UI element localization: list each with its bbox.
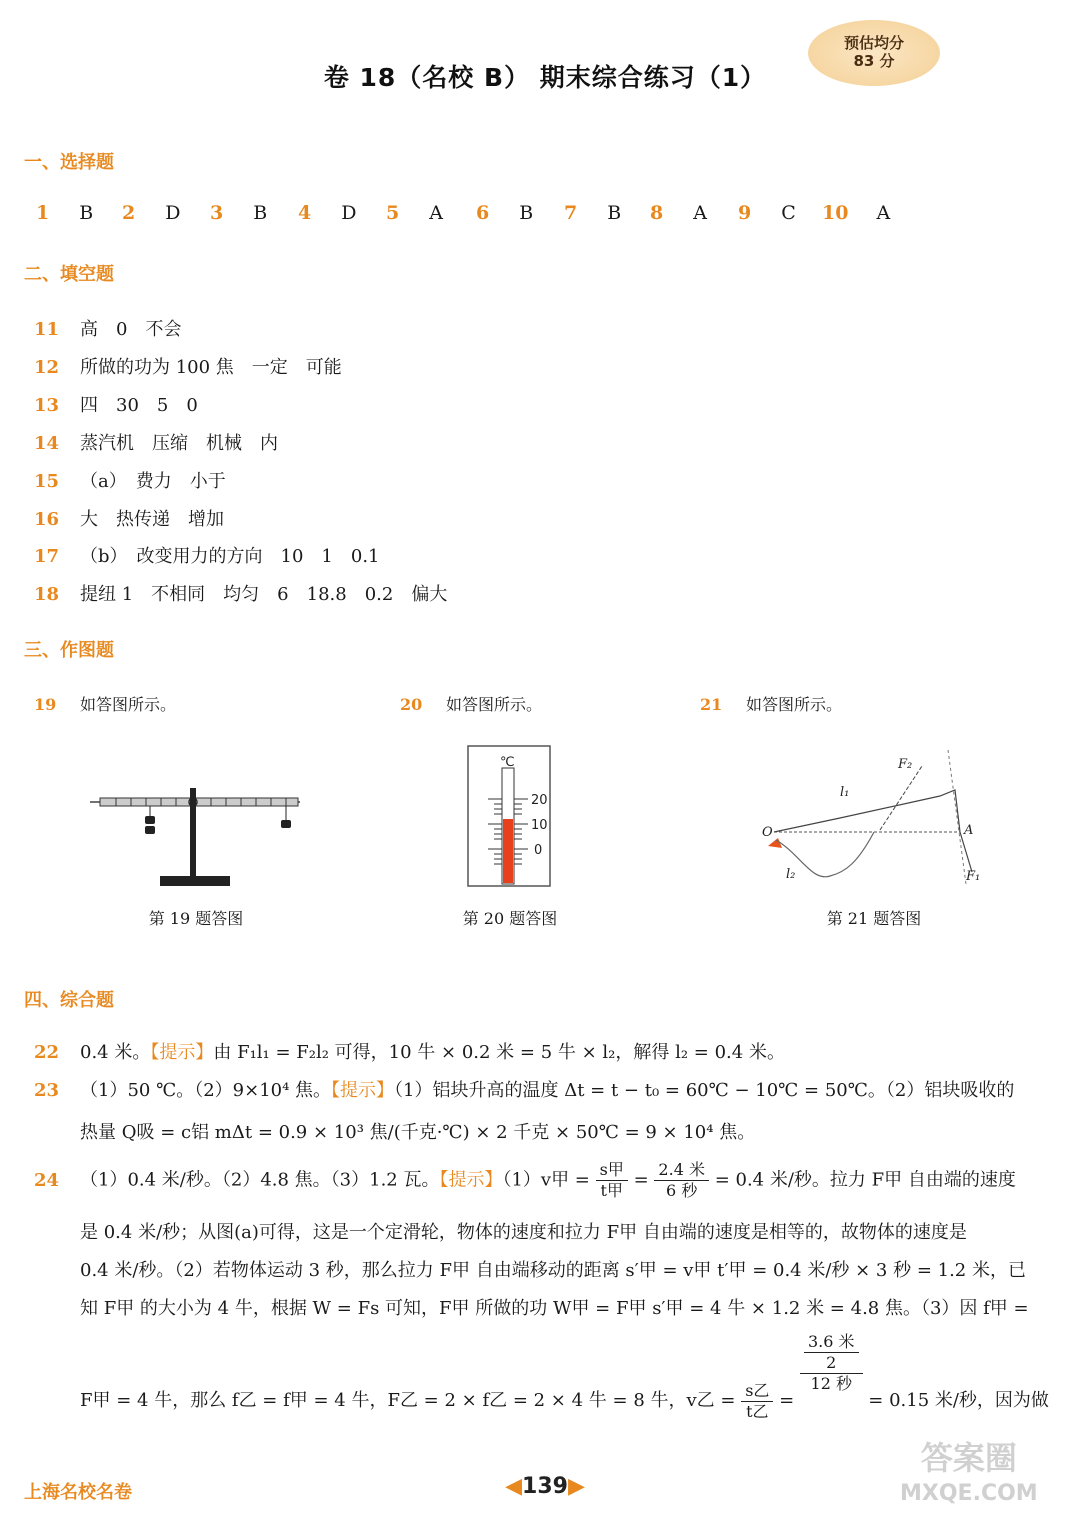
figure-20-caption: 第 20 题答图 <box>462 909 558 928</box>
thermo-tick-20: 20 <box>531 793 548 808</box>
mc-number: 8 <box>650 202 664 224</box>
fraction-3.6-over-2-over-12: $\frac{\frac{\text{3.6 米}}{2}}{\text{12 秒}}$ <box>800 1332 863 1394</box>
mc-answer: A <box>429 202 443 224</box>
score-badge <box>808 20 940 86</box>
watermark <box>900 1440 1038 1512</box>
mc-answer: B <box>607 202 622 224</box>
mc-number: 3 <box>210 202 224 224</box>
watermark-bottom: MXQE.COM <box>900 1481 1038 1506</box>
figure-21-caption: 第 21 题答图 <box>826 909 922 928</box>
page-number: ◀139▶ <box>505 1474 585 1499</box>
figure-19-caption: 第 19 题答图 <box>148 909 244 928</box>
answer-24: 24 （1）0.4 米/秒。（2）4.8 焦。（3）1.2 瓦。【提示】（1）v甲 = $\frac{\text{s甲}}{\text{t甲}}$ = $\frac{\text{2.4 米}}{\text{6 秒}}$ = 0.4 米/秒。拉力 F甲 自由端的速度 <box>34 1160 1016 1200</box>
mc-answer: B <box>519 202 534 224</box>
mc-number: 7 <box>564 202 578 224</box>
answer-24-line-5: F甲 = 4 牛，那么 f乙 = f甲 = 4 牛，F乙 = 2 × f乙 = 2 × 4 牛 = 8 牛，v乙 = $\frac{\text{s乙}}{\text{t乙}}$ = $\frac{\frac{\text{3.6 米}}{2}}{\text{12 秒}}$ = 0.15 米/秒，因为做 <box>80 1332 1049 1421</box>
fill-answer: 13 四 30 5 0 <box>34 395 198 416</box>
fraction-v-jia: $\frac{\text{s甲}}{\text{t甲}}$ <box>596 1160 628 1201</box>
label-l1: l₁ <box>840 785 850 800</box>
fill-answer: 11 高 0 不会 <box>34 319 182 340</box>
mc-answer: A <box>876 202 891 224</box>
fill-answer: 17 （b） 改变用力的方向 10 1 0.1 <box>34 546 380 567</box>
drawing-answer-21: 21 如答图所示。 <box>700 695 843 714</box>
page-title: 卷 18（名校 B） 期末综合练习（1） <box>323 63 767 92</box>
thermo-unit: ℃ <box>500 755 515 770</box>
mc-answer: C <box>781 202 796 224</box>
answer-23-line-2: 热量 Q吸 = c铝 mΔt = 0.9 × 10³ 焦/(千克·℃) × 2 千克 × 50℃ = 9 × 10⁴ 焦。 <box>80 1122 756 1143</box>
section-heading-comprehensive: 四、综合题 <box>24 990 114 1011</box>
mc-number: 1 <box>36 202 50 224</box>
mc-answer: B <box>253 202 268 224</box>
fraction-v-yi: $\frac{\text{s乙}}{\text{t乙}}$ <box>741 1381 773 1422</box>
thermo-tick-0: 0 <box>534 843 543 858</box>
label-O: O <box>762 825 773 840</box>
mc-answer: A <box>693 202 707 224</box>
fill-answer: 16 大 热传递 增加 <box>34 509 224 530</box>
badge-line-2: 83 分 <box>853 52 895 70</box>
label-A: A <box>964 823 974 838</box>
mc-number: 10 <box>822 202 849 224</box>
fill-answer: 18 提纽 1 不相同 均匀 6 18.8 0.2 偏大 <box>34 584 448 605</box>
drawing-answer-20: 20 如答图所示。 <box>400 695 543 714</box>
label-F2: F₂ <box>898 757 913 772</box>
figure-20-thermometer <box>466 744 554 888</box>
badge-line-1: 预估均分 <box>843 34 904 52</box>
mc-answer: D <box>341 202 357 224</box>
footer-series-name: 上海名校名卷 <box>24 1482 132 1503</box>
watermark-top: 答案圈 <box>920 1439 1017 1477</box>
drawing-answer-19: 19 如答图所示。 <box>34 695 177 714</box>
thermo-tick-10: 10 <box>531 818 548 833</box>
section-heading-drawing: 三、作图题 <box>24 640 114 661</box>
mc-answer: B <box>79 202 94 224</box>
mc-number: 6 <box>476 202 490 224</box>
mc-number: 2 <box>122 202 136 224</box>
answer-24-line-4: 知 F甲 的大小为 4 牛，根据 W = Fs 可知，F甲 所做的功 W甲 = F甲 s′甲 = 4 牛 × 1.2 米 = 4.8 焦。（3）因 f甲 = <box>80 1298 1029 1319</box>
figure-19-lever <box>86 780 306 892</box>
answer-23: 23 （1）50 ℃。（2）9×10⁴ 焦。【提示】（1）铝块升高的温度 Δt = t − t₀ = 60℃ − 10℃ = 50℃。（2）铝块吸收的 <box>34 1080 1015 1101</box>
section-heading-choice: 一、选择题 <box>24 152 114 173</box>
mc-number: 9 <box>738 202 752 224</box>
prev-arrow-icon: ◀ <box>505 1474 523 1499</box>
mc-number: 4 <box>298 202 312 224</box>
label-F1: F₁ <box>966 869 981 884</box>
label-l2: l₂ <box>786 867 796 882</box>
next-arrow-icon: ▶ <box>567 1474 585 1499</box>
fill-answer: 15 （a） 费力 小于 <box>34 471 226 492</box>
answer-22: 22 0.4 米。【提示】由 F₁l₁ = F₂l₂ 可得，10 牛 × 0.2 米 = 5 牛 × l₂，解得 l₂ = 0.4 米。 <box>34 1042 785 1063</box>
fill-answer: 12 所做的功为 100 焦 一定 可能 <box>34 357 342 378</box>
mc-number: 5 <box>386 202 400 224</box>
answer-24-line-3: 0.4 米/秒。（2）若物体运动 3 秒，那么拉力 F甲 自由端移动的距离 s′甲 = v甲 t′甲 = 0.4 米/秒 × 3 秒 = 1.2 米，已 <box>80 1260 1026 1281</box>
figure-21-lever-forces <box>760 744 990 892</box>
answer-24-line-2: 是 0.4 米/秒；从图(a)可得，这是一个定滑轮，物体的速度和拉力 F甲 自由端的速度是相等的，故物体的速度是 <box>80 1222 967 1243</box>
fraction-2.4-over-6: $\frac{\text{2.4 米}}{\text{6 秒}}$ <box>654 1160 709 1201</box>
section-heading-fill: 二、填空题 <box>24 264 114 285</box>
mc-answer: D <box>165 202 181 224</box>
fill-answer: 14 蒸汽机 压缩 机械 内 <box>34 433 278 454</box>
